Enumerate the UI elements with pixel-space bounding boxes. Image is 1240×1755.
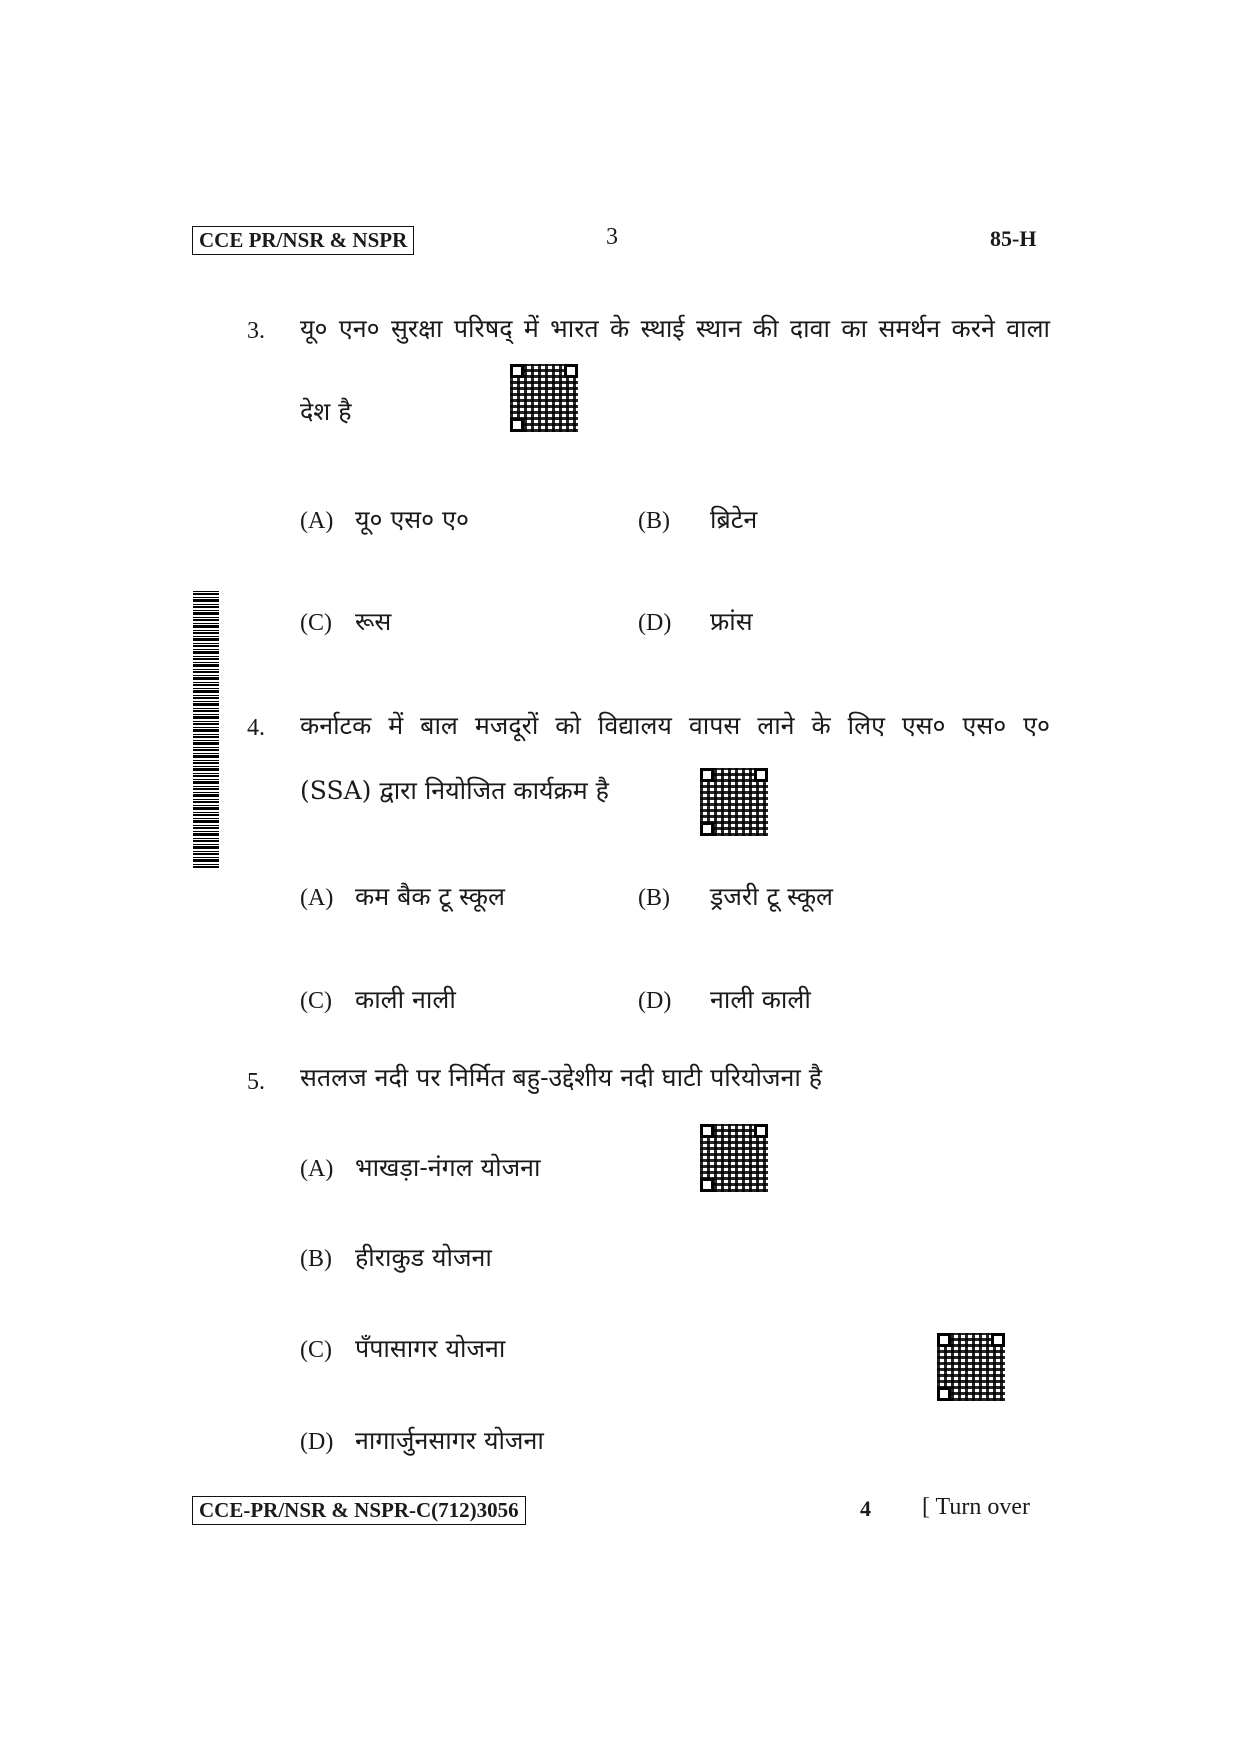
qr-code-q5 bbox=[700, 1124, 768, 1192]
question-5-number: 5. bbox=[247, 1069, 265, 1095]
question-4-text-line2: (SSA) द्वारा नियोजित कार्यक्रम है bbox=[300, 776, 609, 805]
q5-option-d: (D) नागार्जुनसागर योजना bbox=[300, 1426, 544, 1455]
q4-option-d: (D) नाली काली bbox=[638, 985, 811, 1014]
qr-code-q4 bbox=[700, 768, 768, 836]
qr-code-page bbox=[937, 1333, 1005, 1401]
q3-option-a: (A) यू० एस० ए० bbox=[300, 505, 469, 534]
booklet-code: CCE-PR/NSR & NSPR-C(712)3056 bbox=[192, 1496, 526, 1525]
q5-option-b: (B) हीराकुड योजना bbox=[300, 1243, 492, 1272]
paper-code: 85-H bbox=[990, 226, 1037, 251]
q4-option-b: (B) ड्रजरी टू स्कूल bbox=[638, 882, 833, 911]
qr-code-q3 bbox=[510, 364, 578, 432]
question-3-text-line2: देश है bbox=[300, 397, 352, 426]
side-barcode bbox=[193, 590, 219, 868]
question-4-number: 4. bbox=[247, 715, 265, 741]
question-3-text-line1: यू० एन० सुरक्षा परिषद् में भारत के स्थाई स्थान की दावा का समर्थन करने वाला bbox=[300, 314, 1050, 343]
page-number: 3 bbox=[606, 224, 618, 250]
series-code: CCE PR/NSR & NSPR bbox=[192, 226, 414, 255]
footer-page-count: 4 bbox=[860, 1496, 871, 1521]
q3-option-d: (D) फ्रांस bbox=[638, 607, 753, 636]
question-5-text: सतलज नदी पर निर्मित बहु-उद्देशीय नदी घाटी परियोजना है bbox=[300, 1063, 823, 1092]
q5-option-a: (A) भाखड़ा-नंगल योजना bbox=[300, 1153, 541, 1182]
question-3-number: 3. bbox=[247, 318, 265, 344]
q4-option-c: (C) काली नाली bbox=[300, 985, 456, 1014]
question-4-text-line1: कर्नाटक में बाल मजदूरों को विद्यालय वापस लाने के लिए एस० एस० ए० bbox=[300, 711, 1050, 740]
q3-option-b: (B) ब्रिटेन bbox=[638, 505, 758, 534]
q3-option-c: (C) रूस bbox=[300, 607, 392, 636]
turn-over-note: [ Turn over bbox=[922, 1494, 1031, 1520]
q4-option-a: (A) कम बैक टू स्कूल bbox=[300, 882, 505, 911]
q5-option-c: (C) पँपासागर योजना bbox=[300, 1334, 506, 1363]
